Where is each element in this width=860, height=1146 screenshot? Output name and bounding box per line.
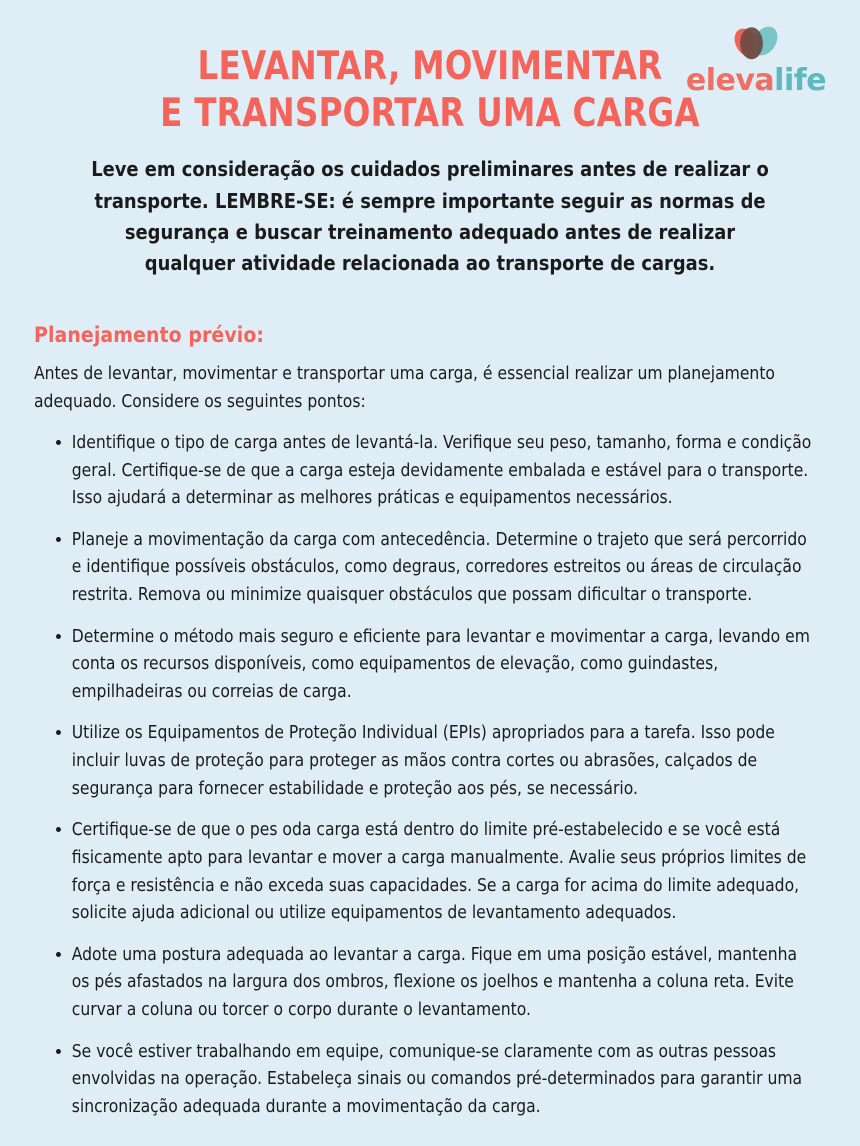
section-planejamento-previo — [32, 323, 828, 1121]
section-bullet-list — [34, 430, 828, 1121]
page-subtitle: Leve em consideração os cuidados preliminares antes de realizar o transporte. LEMBRE-SE: é sempre importante seguir as normas de segurança e buscar treinamento adequado antes de realizar qualquer atividade relacionada ao transporte de cargas. — [91, 157, 769, 275]
list-item: Se você estiver trabalhando em equipe, comunique-se claramente com as outras pessoas envolvidas na operação. Estabeleça sinais ou comandos pré-determinados para garantir uma sincronização adequada durante a movimentação da carga. — [56, 1039, 816, 1122]
brand-wordmark-eleva: eleva — [685, 63, 775, 98]
list-item: Planeje a movimentação da carga com antecedência. Determine o trajeto que será percorrido e identifique possíveis obstáculos, como degraus, corredores estreitos ou áreas de circulação restrita. Remova ou minimize quaisquer obstáculos que possam dificultar o transporte. — [56, 527, 816, 610]
page-title-line-2: E TRANSPORTAR UMA CARGA — [160, 91, 700, 137]
list-item: Determine o método mais seguro e eficiente para levantar e movimentar a carga, levando em conta os recursos disponíveis, como equipamentos de elevação, como guindastes, empilhadeiras ou correias de carga. — [56, 624, 816, 707]
list-item: Certifique-se de que o pes oda carga está dentro do limite pré-estabelecido e se você está fisicamente apto para levantar e mover a carga manualmente. Avalie seus próprios limites de força e resistência e não exceda suas capacidades. Se a carga for acima do limite adequado, solicite ajuda adicional ou utilize equipamentos de levantamento adequados. — [56, 817, 816, 927]
section-intro-paragraph: Antes de levantar, movimentar e transportar uma carga, é essencial realizar um planejamento adequado. Considere os seguintes pontos: — [34, 364, 775, 412]
page-title — [32, 0, 828, 136]
list-item: Adote uma postura adequada ao levantar a carga. Fique em uma posição estável, mantenha os pés afastados na largura dos ombros, flexione os joelhos e mantenha a coluna reta. Evite curvar a coluna ou torcer o corpo durante o levantamento. — [56, 942, 816, 1025]
section-heading: Planejamento prévio: — [34, 323, 265, 348]
page-title-line-1: LEVANTAR, MOVIMENTAR — [197, 44, 663, 89]
brand-wordmark-life: life — [774, 63, 827, 98]
list-item: Utilize os Equipamentos de Proteção Individual (EPIs) apropriados para a tarefa. Isso pode incluir luvas de proteção para proteger as mãos contra cortes ou abrasões, calçados de segurança para fornecer estabilidade e proteção aos pés, se necessário. — [56, 720, 816, 803]
list-item: Identifique o tipo de carga antes de levantá-la. Verifique seu peso, tamanho, forma e condição geral. Certifique-se de que a carga esteja devidamente embalada e estável para o transporte. Isso ajudará a determinar as melhores práticas e equipamentos necessários. — [56, 430, 816, 513]
